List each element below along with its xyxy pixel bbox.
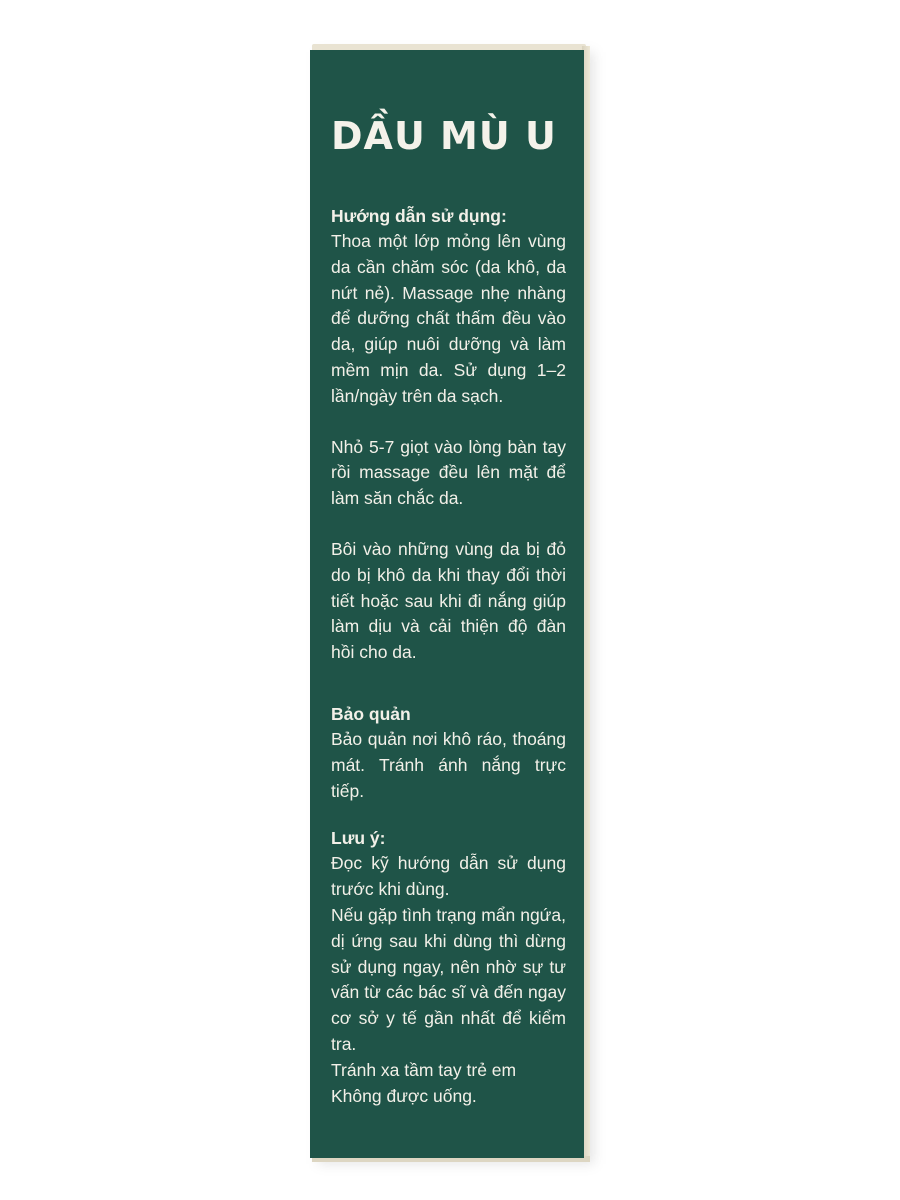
- storage-text: Bảo quản nơi khô ráo, thoáng mát. Tránh ánh nắng trực tiếp.: [331, 728, 566, 801]
- usage-paragraph: Thoa một lớp mỏng lên vùng da cần chăm sóc (da khô, da nứt nẻ). Massage nhẹ nhàng để dưỡng chất thấm đều vào da, giúp nuôi dưỡng và làm mềm mịn da. Sử dụng 1–2 lần/ngày trên da sạch.: [331, 231, 566, 406]
- notes-line: Nếu gặp tình trạng mẩn ngứa, dị ứng sau khi dùng thì dừng sử dụng ngay, nên nhờ sự tư vấn từ các bác sĩ và đến ngay cơ sở y tế gần nhất để kiểm tra.: [331, 904, 566, 1054]
- usage-paragraph: Bôi vào những vùng da bị đỏ do bị khô da khi thay đổi thời tiết hoặc sau khi đi nắng giúp làm dịu và cải thiện độ đàn hồi cho da.: [331, 538, 566, 663]
- notes-line: Đọc kỹ hướng dẫn sử dụng trước khi dùng.: [331, 853, 566, 900]
- storage-section: [331, 702, 566, 804]
- usage-section: [331, 204, 566, 666]
- notes-heading: Lưu ý:: [331, 828, 386, 849]
- notes-section: [331, 826, 566, 1109]
- usage-paragraph: Nhỏ 5-7 giọt vào lòng bàn tay rồi massage đều lên mặt để làm săn chắc da.: [331, 436, 566, 509]
- product-title: DẦU MÙ U: [331, 114, 557, 158]
- product-box-side-panel: [310, 50, 584, 1158]
- notes-line: Không được uống.: [331, 1085, 477, 1106]
- usage-heading: Hướng dẫn sử dụng:: [331, 206, 507, 226]
- notes-line: Tránh xa tầm tay trẻ em: [331, 1059, 517, 1080]
- storage-heading: Bảo quản: [331, 703, 411, 724]
